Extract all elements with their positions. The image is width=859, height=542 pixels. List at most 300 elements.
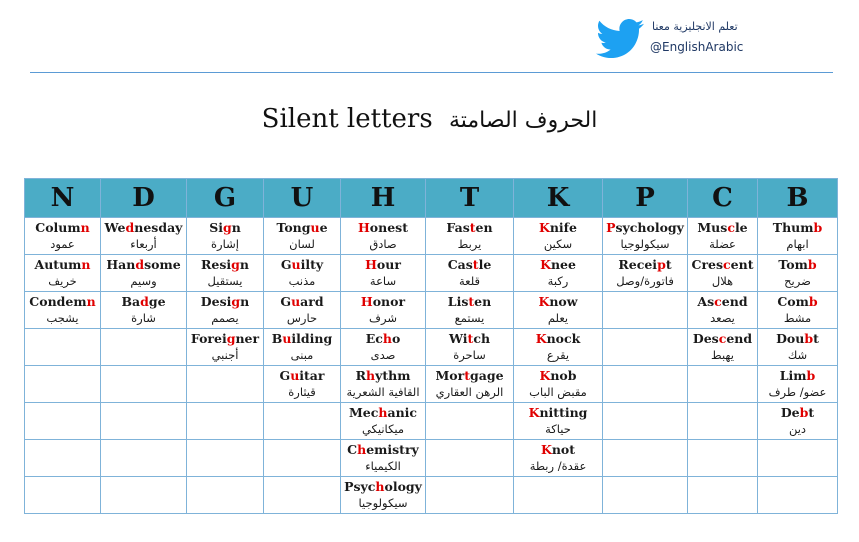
english-word [341, 404, 425, 421]
silent-letter: b [813, 220, 823, 235]
table-row [25, 403, 838, 440]
word-part: nitting [539, 405, 588, 420]
english-word [187, 256, 263, 273]
arabic-translation: الرهن العقاري [435, 385, 504, 399]
header-divider [30, 72, 833, 73]
arabic-translation: ساحرة [453, 348, 486, 362]
word-part: Han [106, 257, 136, 272]
word-cell [603, 440, 688, 477]
english-word [758, 330, 837, 347]
english-word [426, 219, 513, 236]
arabic-translation: يصعد [710, 311, 735, 325]
arabic-translation: أربعاء [130, 237, 157, 251]
english-word [688, 256, 757, 273]
silent-letter: t [468, 294, 475, 309]
word-part: Mor [435, 368, 465, 383]
silent-letter: h [375, 479, 385, 494]
word-part: nee [550, 257, 576, 272]
silent-letter: h [378, 405, 388, 420]
word-cell [264, 255, 341, 292]
arabic-translation: شارة [131, 311, 156, 325]
table-row [25, 292, 838, 329]
word-part: Desi [200, 294, 232, 309]
word-part: R [355, 368, 366, 383]
arabic-translation: صدى [370, 348, 396, 362]
arabic-translation: مشط [783, 311, 812, 325]
word-part: Resi [201, 257, 232, 272]
table-row [25, 329, 838, 366]
word-part: itar [299, 368, 325, 383]
english-word [264, 293, 340, 310]
silent-letter: g [226, 331, 236, 346]
word-part: n [239, 257, 249, 272]
word-part: Si [209, 220, 223, 235]
word-part: n [231, 220, 241, 235]
english-word [514, 367, 602, 384]
table-row [25, 440, 838, 477]
letter-header: P [603, 179, 688, 218]
word-cell [758, 366, 838, 403]
word-part: ch [473, 331, 491, 346]
silent-letter: n [86, 294, 96, 309]
table-row [25, 366, 838, 403]
word-cell [758, 255, 838, 292]
word-part: ilding [291, 331, 333, 346]
word-cell [688, 329, 758, 366]
silent-letter: K [538, 294, 550, 309]
word-cell [341, 218, 426, 255]
arabic-translation: خريف [48, 274, 77, 288]
english-word [603, 219, 687, 236]
word-cell [25, 440, 101, 477]
arabic-translation: عقدة/ ربطة [529, 459, 587, 473]
word-cell [514, 366, 603, 403]
english-word [426, 330, 513, 347]
silent-letter: c [723, 257, 731, 272]
english-word [514, 256, 602, 273]
english-word [341, 219, 425, 236]
word-cell [101, 292, 187, 329]
word-cell [514, 218, 603, 255]
arabic-translation: عضو/ طرف [768, 385, 827, 399]
english-word [341, 478, 425, 495]
word-part: Autum [34, 257, 82, 272]
silent-letter: H [357, 220, 370, 235]
word-part: en [474, 294, 492, 309]
silent-letter: H [365, 257, 377, 272]
silent-letter: p [657, 257, 666, 272]
word-cell [264, 329, 341, 366]
brand-handle: @EnglishArabic [650, 40, 744, 54]
word-cell [514, 292, 603, 329]
word-cell [341, 255, 426, 292]
arabic-translation: فاتورة/وصل [616, 274, 674, 288]
word-cell [187, 366, 264, 403]
word-part: G [280, 294, 292, 309]
table-row [25, 477, 838, 514]
english-word [426, 367, 513, 384]
english-word [341, 367, 425, 384]
letter-header: H [341, 179, 426, 218]
word-cell [688, 255, 758, 292]
english-word [688, 293, 757, 310]
silent-letter: K [539, 368, 551, 383]
letter-header: K [514, 179, 603, 218]
word-part: o [391, 331, 401, 346]
arabic-translation: يشجب [46, 311, 79, 325]
english-word [187, 293, 263, 310]
silent-letter: u [291, 257, 301, 272]
arabic-translation: هلال [711, 274, 734, 288]
word-cell [758, 403, 838, 440]
silent-letter: g [222, 220, 232, 235]
word-part: ard [300, 294, 324, 309]
silent-letter: u [290, 368, 300, 383]
word-cell [688, 440, 758, 477]
word-part: le [734, 220, 748, 235]
word-part: ner [235, 331, 260, 346]
silent-letter: t [464, 368, 470, 383]
word-cell [758, 329, 838, 366]
word-cell [264, 403, 341, 440]
arabic-translation: سكين [543, 237, 573, 251]
arabic-translation: حارس [286, 311, 318, 325]
silent-letter: K [538, 220, 550, 235]
word-part: Wi [448, 331, 468, 346]
word-cell [603, 218, 688, 255]
silent-letter: h [365, 368, 376, 383]
arabic-translation: أجنبي [211, 348, 239, 362]
word-part: ilty [300, 257, 324, 272]
english-word [758, 404, 837, 421]
silent-letter: g [231, 257, 240, 272]
word-cell [688, 403, 758, 440]
word-cell [603, 403, 688, 440]
silent-letter: t [467, 331, 474, 346]
word-cell [187, 440, 264, 477]
arabic-translation: حياكة [545, 422, 571, 436]
word-cell [514, 255, 603, 292]
english-word [514, 404, 602, 421]
arabic-translation: مبنى [290, 348, 314, 362]
word-cell [264, 477, 341, 514]
word-cell [25, 218, 101, 255]
word-part: e [319, 220, 328, 235]
arabic-translation: مذنب [288, 274, 316, 288]
word-cell [688, 366, 758, 403]
word-part: As [697, 294, 715, 309]
word-part: nife [549, 220, 578, 235]
letter-header: G [187, 179, 264, 218]
word-cell [25, 292, 101, 329]
arabic-translation: ابهام [786, 237, 809, 251]
arabic-translation: وسيم [130, 274, 157, 288]
silent-letter: t [472, 257, 479, 272]
english-word [688, 330, 757, 347]
word-part: some [144, 257, 181, 272]
silent-letter: K [535, 331, 547, 346]
word-part: sychology [615, 220, 684, 235]
word-cell [187, 218, 264, 255]
word-cell [264, 218, 341, 255]
title-english: Silent letters [261, 104, 433, 134]
silent-letter: c [714, 294, 722, 309]
word-cell [603, 477, 688, 514]
word-cell [758, 292, 838, 329]
word-cell [101, 403, 187, 440]
arabic-translation: صادق [369, 237, 397, 251]
silent-letter: K [540, 442, 552, 457]
arabic-translation: إشارة [211, 237, 239, 251]
word-cell [187, 477, 264, 514]
arabic-translation: عضلة [709, 237, 736, 251]
arabic-translation: يقرع [546, 348, 570, 362]
word-cell [426, 218, 514, 255]
silent-letter: d [135, 257, 145, 272]
english-word [101, 219, 186, 236]
word-part: emistry [366, 442, 419, 457]
english-word [101, 293, 186, 310]
word-part: Ec [365, 331, 383, 346]
arabic-translation: مقبض الباب [529, 385, 587, 399]
word-part: Ba [121, 294, 141, 309]
word-part: Com [777, 294, 809, 309]
word-part: Fas [446, 220, 470, 235]
word-cell [426, 292, 514, 329]
letter-header: U [264, 179, 341, 218]
silent-letter: K [528, 405, 540, 420]
silent-letter: P [606, 220, 616, 235]
silent-letter: u [282, 331, 292, 346]
word-cell [25, 477, 101, 514]
word-part: ge [148, 294, 166, 309]
arabic-translation: دين [788, 422, 807, 436]
word-cell [101, 218, 187, 255]
word-part: Mus [697, 220, 728, 235]
english-word [603, 256, 687, 273]
word-part: De [780, 405, 800, 420]
word-part: end [726, 331, 753, 346]
word-cell [514, 329, 603, 366]
arabic-translation: سيكولوجيا [358, 496, 408, 510]
word-cell [187, 403, 264, 440]
word-part: not [551, 442, 576, 457]
silent-letter: b [806, 368, 816, 383]
word-cell [25, 366, 101, 403]
arabic-translation: القافية الشعرية [346, 385, 420, 399]
english-word [341, 256, 425, 273]
brand-arabic-tagline: تعلم الانجليزية معنا [652, 20, 738, 33]
arabic-translation: يستمع [454, 311, 485, 325]
word-part: B [271, 331, 283, 346]
english-word [264, 219, 340, 236]
word-cell [25, 255, 101, 292]
word-cell [688, 292, 758, 329]
word-part: Forei [190, 331, 227, 346]
word-cell [758, 440, 838, 477]
word-part: anic [387, 405, 418, 420]
english-word [514, 219, 602, 236]
word-cell [426, 255, 514, 292]
silent-letter: c [718, 331, 727, 346]
word-cell [101, 477, 187, 514]
silent-letter: c [727, 220, 735, 235]
word-part: Des [692, 331, 719, 346]
silent-letter: h [357, 442, 367, 457]
word-part: Psyc [344, 479, 376, 494]
silent-letter: K [540, 257, 551, 272]
arabic-translation: لسان [289, 237, 315, 251]
word-part: onor [372, 294, 406, 309]
silent-letter: u [291, 294, 301, 309]
english-word [25, 219, 100, 236]
word-cell [426, 440, 514, 477]
word-part: Colum [35, 220, 81, 235]
silent-letter: b [799, 405, 809, 420]
word-part: en [475, 220, 493, 235]
word-cell [187, 255, 264, 292]
word-part: Tong [276, 220, 311, 235]
letter-header: D [101, 179, 187, 218]
silent-letter: d [125, 220, 135, 235]
word-part: Cas [447, 257, 473, 272]
english-word [426, 256, 513, 273]
word-part: t [813, 331, 819, 346]
word-cell [187, 292, 264, 329]
english-word [25, 293, 100, 310]
page-title [0, 104, 859, 134]
english-word [688, 219, 757, 236]
word-cell [101, 366, 187, 403]
arabic-translation: ساعة [369, 274, 397, 288]
word-cell [341, 366, 426, 403]
word-cell [688, 477, 758, 514]
word-part: nesday [134, 220, 183, 235]
title-arabic: الحروف الصامتة [448, 108, 598, 133]
word-part: Thum [772, 220, 814, 235]
english-word [341, 293, 425, 310]
silent-letter: n [81, 257, 91, 272]
word-part: ythm [375, 368, 411, 383]
word-part: t [808, 405, 815, 420]
arabic-translation: يستقيل [207, 274, 243, 288]
silent-letter: n [80, 220, 90, 235]
word-part: end [721, 294, 748, 309]
english-word [514, 441, 602, 458]
letter-header: C [688, 179, 758, 218]
word-cell [514, 477, 603, 514]
silent-letters-table [24, 178, 838, 514]
word-cell [25, 403, 101, 440]
arabic-translation: ميكانيكي [361, 422, 405, 436]
english-word [758, 256, 837, 273]
english-word [758, 367, 837, 384]
arabic-translation: يعلم [547, 311, 569, 325]
word-part: ent [730, 257, 754, 272]
english-word [187, 330, 263, 347]
letter-header: T [426, 179, 514, 218]
word-part: We [104, 220, 126, 235]
arabic-translation: قلعة [458, 274, 481, 288]
arabic-translation: شرف [369, 311, 397, 325]
word-cell [341, 329, 426, 366]
word-part: gage [470, 368, 504, 383]
word-part: nock [546, 331, 581, 346]
letters-header-row [25, 179, 838, 218]
silent-letter: b [808, 294, 818, 309]
word-part: Tom [778, 257, 808, 272]
word-cell [758, 218, 838, 255]
arabic-translation: يصمم [211, 311, 239, 325]
word-part: Mec [348, 405, 379, 420]
word-part: now [549, 294, 578, 309]
silent-letter: b [807, 257, 817, 272]
word-part: G [279, 368, 291, 383]
table-row [25, 255, 838, 292]
letter-header: N [25, 179, 101, 218]
word-part: nob [550, 368, 577, 383]
word-cell [603, 292, 688, 329]
word-part: Condem [29, 294, 87, 309]
english-word [264, 367, 340, 384]
word-part: onest [369, 220, 408, 235]
silent-letter: g [231, 294, 241, 309]
twitter-bird-icon [596, 18, 644, 60]
arabic-translation: يربط [457, 237, 482, 251]
arabic-translation: الكيمياء [365, 459, 401, 473]
word-cell [264, 440, 341, 477]
word-cell [603, 255, 688, 292]
word-cell [688, 218, 758, 255]
word-part: C [347, 442, 358, 457]
word-cell [341, 477, 426, 514]
word-part: our [376, 257, 401, 272]
word-part: n [240, 294, 250, 309]
arabic-translation: ركبة [547, 274, 569, 288]
word-part: ology [384, 479, 422, 494]
silent-letter: H [360, 294, 373, 309]
word-part: Dou [776, 331, 805, 346]
word-cell [25, 329, 101, 366]
english-word [341, 330, 425, 347]
brand-header [596, 18, 766, 64]
word-cell [514, 403, 603, 440]
word-cell [101, 440, 187, 477]
word-cell [426, 403, 514, 440]
arabic-translation: شك [787, 348, 808, 362]
english-word [758, 219, 837, 236]
silent-letter: b [804, 331, 814, 346]
silent-letter: t [469, 220, 476, 235]
english-word [426, 293, 513, 310]
english-word [264, 330, 340, 347]
arabic-translation: ضريح [784, 274, 811, 288]
letter-header: B [758, 179, 838, 218]
word-part: Recei [618, 257, 658, 272]
word-cell [426, 329, 514, 366]
word-cell [101, 255, 187, 292]
word-cell [264, 292, 341, 329]
word-cell [101, 329, 187, 366]
word-cell [603, 329, 688, 366]
word-part: Lis [447, 294, 469, 309]
word-cell [514, 440, 603, 477]
word-cell [603, 366, 688, 403]
arabic-translation: عمود [50, 237, 75, 251]
word-cell [758, 477, 838, 514]
word-cell [426, 366, 514, 403]
arabic-translation: سيكولوجيا [620, 237, 670, 251]
